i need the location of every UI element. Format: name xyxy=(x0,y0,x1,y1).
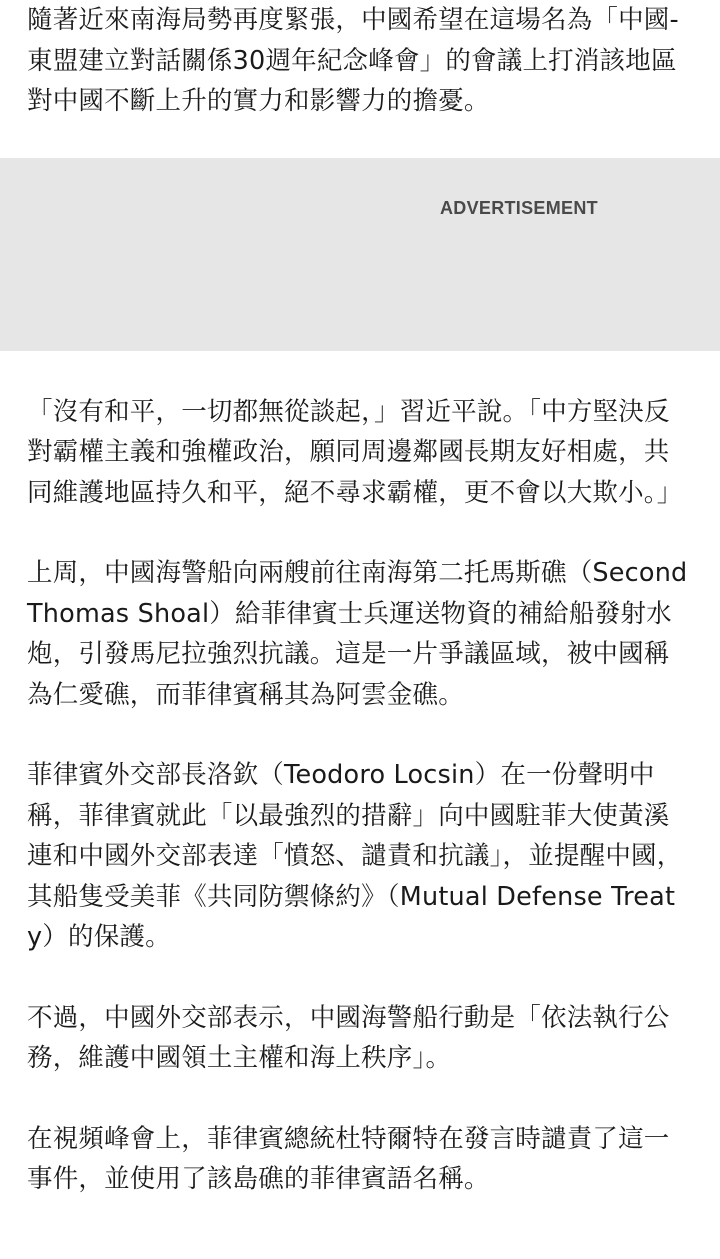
advertisement-slot[interactable] xyxy=(0,158,720,351)
article-paragraph-shoal: 上周，中國海警船向兩艘前往南海第二托馬斯礁（Second Thomas Shoal）給菲律賓士兵運送物資的補給船發射水炮，引發馬尼拉強烈抗議。這是一片爭議區域，被中國稱為仁愛礁，而菲律賓稱其為阿雲金礁。 xyxy=(27,558,688,710)
article-paragraph-duterte: 在視頻峰會上，菲律賓總統杜特爾特在發言時譴責了這一事件，並使用了該島礁的菲律賓語名稱。 xyxy=(27,1123,670,1194)
article-paragraph-locsin: 菲律賓外交部長洛欽（Teodoro Locsin）在一份聲明中稱，菲律賓就此「以最強烈的措辭」向中國駐菲大使黃溪連和中國外交部表達「憤怒、譴責和抗議」，並提醒中國，其船隻受美菲《共同防禦條約》（Mutual Defense Treaty）的保護。 xyxy=(27,760,683,952)
article-paragraph-quote: 「沒有和平，一切都無從談起，」習近平說。「中方堅決反對霸權主義和強權政治，願同周邊鄰國長期友好相處，共同維護地區持久和平，絕不尋求霸權，更不會以大欺小。」 xyxy=(27,396,683,508)
article-paragraph-mfa: 不過，中國外交部表示，中國海警船行動是「依法執行公務，維護中國領土主權和海上秩序」。 xyxy=(27,1002,670,1073)
article-paragraph-intro: 隨著近來南海局勢再度緊張，中國希望在這場名為「中國-東盟建立對話關係30週年紀念峰會」的會議上打消該地區對中國不斷上升的實力和影響力的擔憂。 xyxy=(27,5,679,116)
advertisement-label: ADVERTISEMENT xyxy=(440,197,598,218)
